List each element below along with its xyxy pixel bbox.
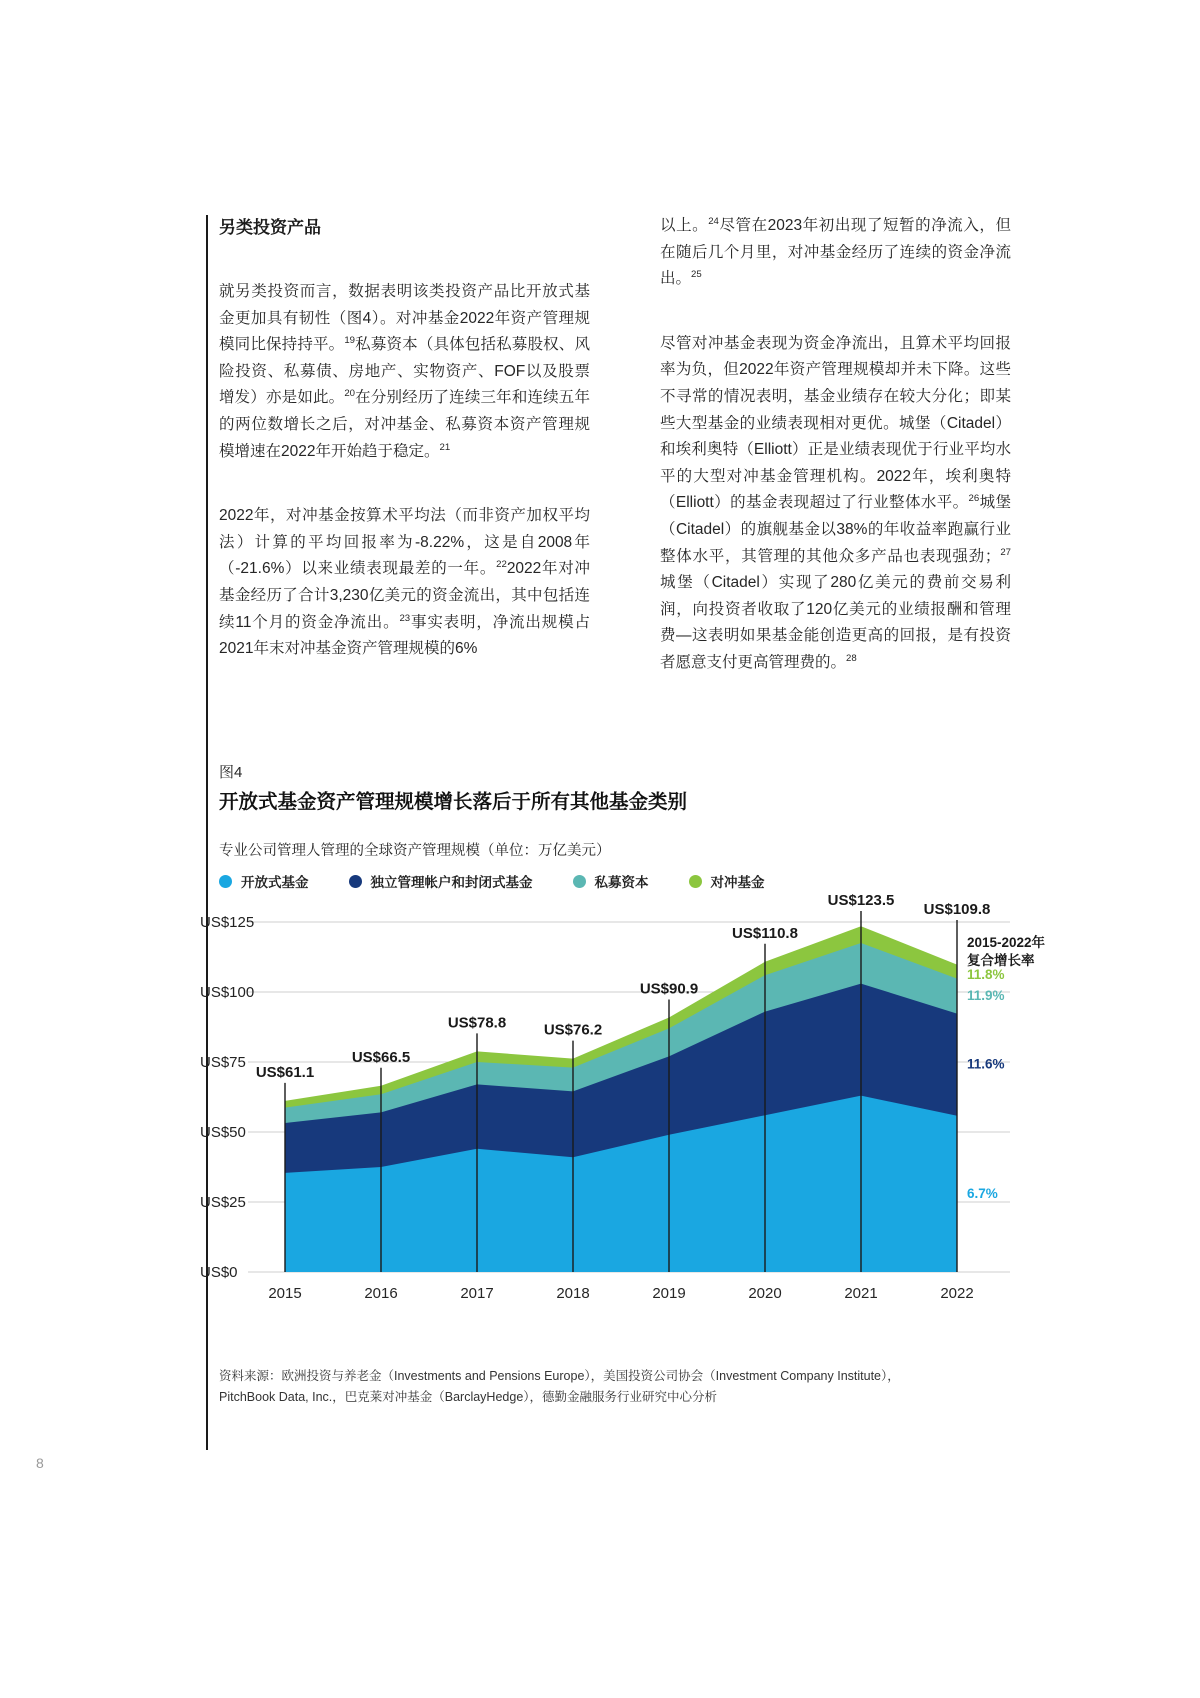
total-value-label: US$76.2 [543,1021,603,1039]
footnote-ref: 19 [344,335,355,347]
y-axis-label: US$125 [200,914,255,931]
footnote-ref: 28 [846,652,857,664]
source-note [219,1366,1011,1408]
x-axis-label: 2022 [940,1285,974,1302]
cagr-value-0: 6.7% [967,1185,998,1201]
x-axis-label: 2019 [652,1285,686,1302]
x-axis-label: 2018 [556,1285,590,1302]
legend-label: 独立管理帐户和封闭式基金 [370,875,533,890]
x-axis-label: 2021 [844,1285,878,1302]
legend-dot-icon [573,875,586,888]
footnote-ref: 21 [439,441,451,453]
footnote-ref: 22 [496,559,507,571]
left-text-column [219,213,590,701]
cagr-header-line-2: 复合增长率 [967,953,1035,968]
legend-dot-icon [219,875,232,888]
left-paragraph-1: 就另类投资而言，数据表明该类投资产品比开放式基金更加具有韧性（图4）。对冲基金2022年资产管理规模同比保持持平。$^{19}$私募资本（具体包括私募股权、风险投资、私募债、房地产、实物资产、FOF以及股票增发）亦是如此。$^{20}$在分别经历了连续三年和连续五年的两位数增长之后，对冲基金、私募资本资产管理规模增速在2022年开始趋于稳定。$^{21}$ [219,283,590,460]
x-axis-label: 2020 [748,1285,782,1302]
legend-label: 对冲基金 [710,875,765,890]
figure-title: 开放式基金资产管理规模增长落后于所有其他基金类别 [219,791,688,813]
cagr-value-3: 11.8% [967,967,1005,982]
x-axis-label: 2017 [460,1285,494,1302]
y-axis-label: US$100 [200,984,255,1001]
y-axis-label: US$25 [200,1194,246,1211]
stacked-area-chart [200,892,1046,1340]
legend-item-3 [689,871,765,891]
footnote-ref: 24 [708,215,719,227]
y-axis-label: US$0 [200,1264,238,1281]
chart-legend [219,871,765,891]
y-axis-label: US$75 [200,1054,246,1071]
right-text-column [660,213,1011,715]
legend-item-1 [349,871,533,891]
figure-number: 图4 [219,764,243,781]
legend-item-2 [573,871,649,891]
total-value-label: US$66.5 [351,1048,411,1066]
legend-dot-icon [689,875,702,888]
legend-label: 开放式基金 [241,875,309,890]
legend-item-0 [219,871,309,891]
legend-dot-icon [349,875,362,888]
total-value-label: US$90.9 [639,980,699,998]
x-axis-label: 2016 [364,1285,398,1302]
cagr-value-1: 11.6% [967,1056,1005,1072]
footnote-ref: 20 [344,388,355,400]
total-value-label: US$110.8 [732,924,798,942]
left-paragraph-2: 2022年，对冲基金按算术平均法（而非资产加权平均法）计算的平均回报率为-8.22%，这是自2008年（-21.6%）以来业绩表现最差的一年。$^{22}$2022年对冲基金经历了合计3,230亿美元的资金流出，其中包括连续11个月的资金净流出。$^{23}$事实表明，净流出规模占2021年末对冲基金资产管理规模的6% [219,507,590,658]
cagr-header-line-1: 2015-2022年 [967,935,1046,950]
page-number: 8 [36,1455,44,1471]
footnote-ref: 25 [691,269,702,281]
total-value-label: US$109.8 [923,901,991,918]
footnote-ref: 27 [1000,546,1011,558]
footnote-ref: 26 [968,493,980,505]
section-heading: 另类投资产品 [219,218,321,237]
y-axis-label: US$50 [200,1124,246,1141]
footnote-ref: 23 [399,612,411,624]
total-value-label: US$123.5 [827,892,895,909]
source-line-1: 资料来源：欧洲投资与养老金（Investments and Pensions Europe），美国投资公司协会（Investment Company Institute）， [219,1369,900,1383]
source-line-2: PitchBook Data, Inc.，巴克莱对冲基金（BarclayHedge），德勤金融服务行业研究中心分析 [219,1390,718,1404]
figure-subtitle: 专业公司管理人管理的全球资产管理规模（单位：万亿美元） [219,843,611,859]
x-axis-label: 2015 [268,1285,302,1302]
legend-label: 私募资本 [594,875,649,890]
right-paragraph-1: 以上。$^{24}$尽管在2023年初出现了短暂的净流入，但在随后几个月里，对冲基金经历了连续的资金净流出。$^{25}$ [660,215,1011,288]
total-value-label: US$61.1 [255,1063,315,1081]
cagr-value-2: 11.9% [967,988,1005,1004]
right-paragraph-2: 尽管对冲基金表现为资金净流出，且算术平均回报率为负，但2022年资产管理规模却并未下降。这些不寻常的情况表明，基金业绩存在较大分化；即某些大型基金的业绩表现相对更优。城堡（Citadel）和埃利奥特（Elliott）正是业绩表现优于行业平均水平的大型对冲基金管理机构。2022年，埃利奥特（Elliott）的基金表现超过了行业整体水平。$^{26}$城堡（Citadel）的旗舰基金以38%的年收益率跑赢行业整体水平，其管理的其他众多产品也表现强劲；$^{27}$城堡（Citadel）实现了280亿美元的费前交易利润，向投资者收取了120亿美元的业绩报酬和管理费—这表明如果基金能创造更高的回报，是有投资者愿意支付更高管理费的。$^{28}$ [660,334,1011,671]
total-value-label: US$78.8 [447,1014,507,1032]
